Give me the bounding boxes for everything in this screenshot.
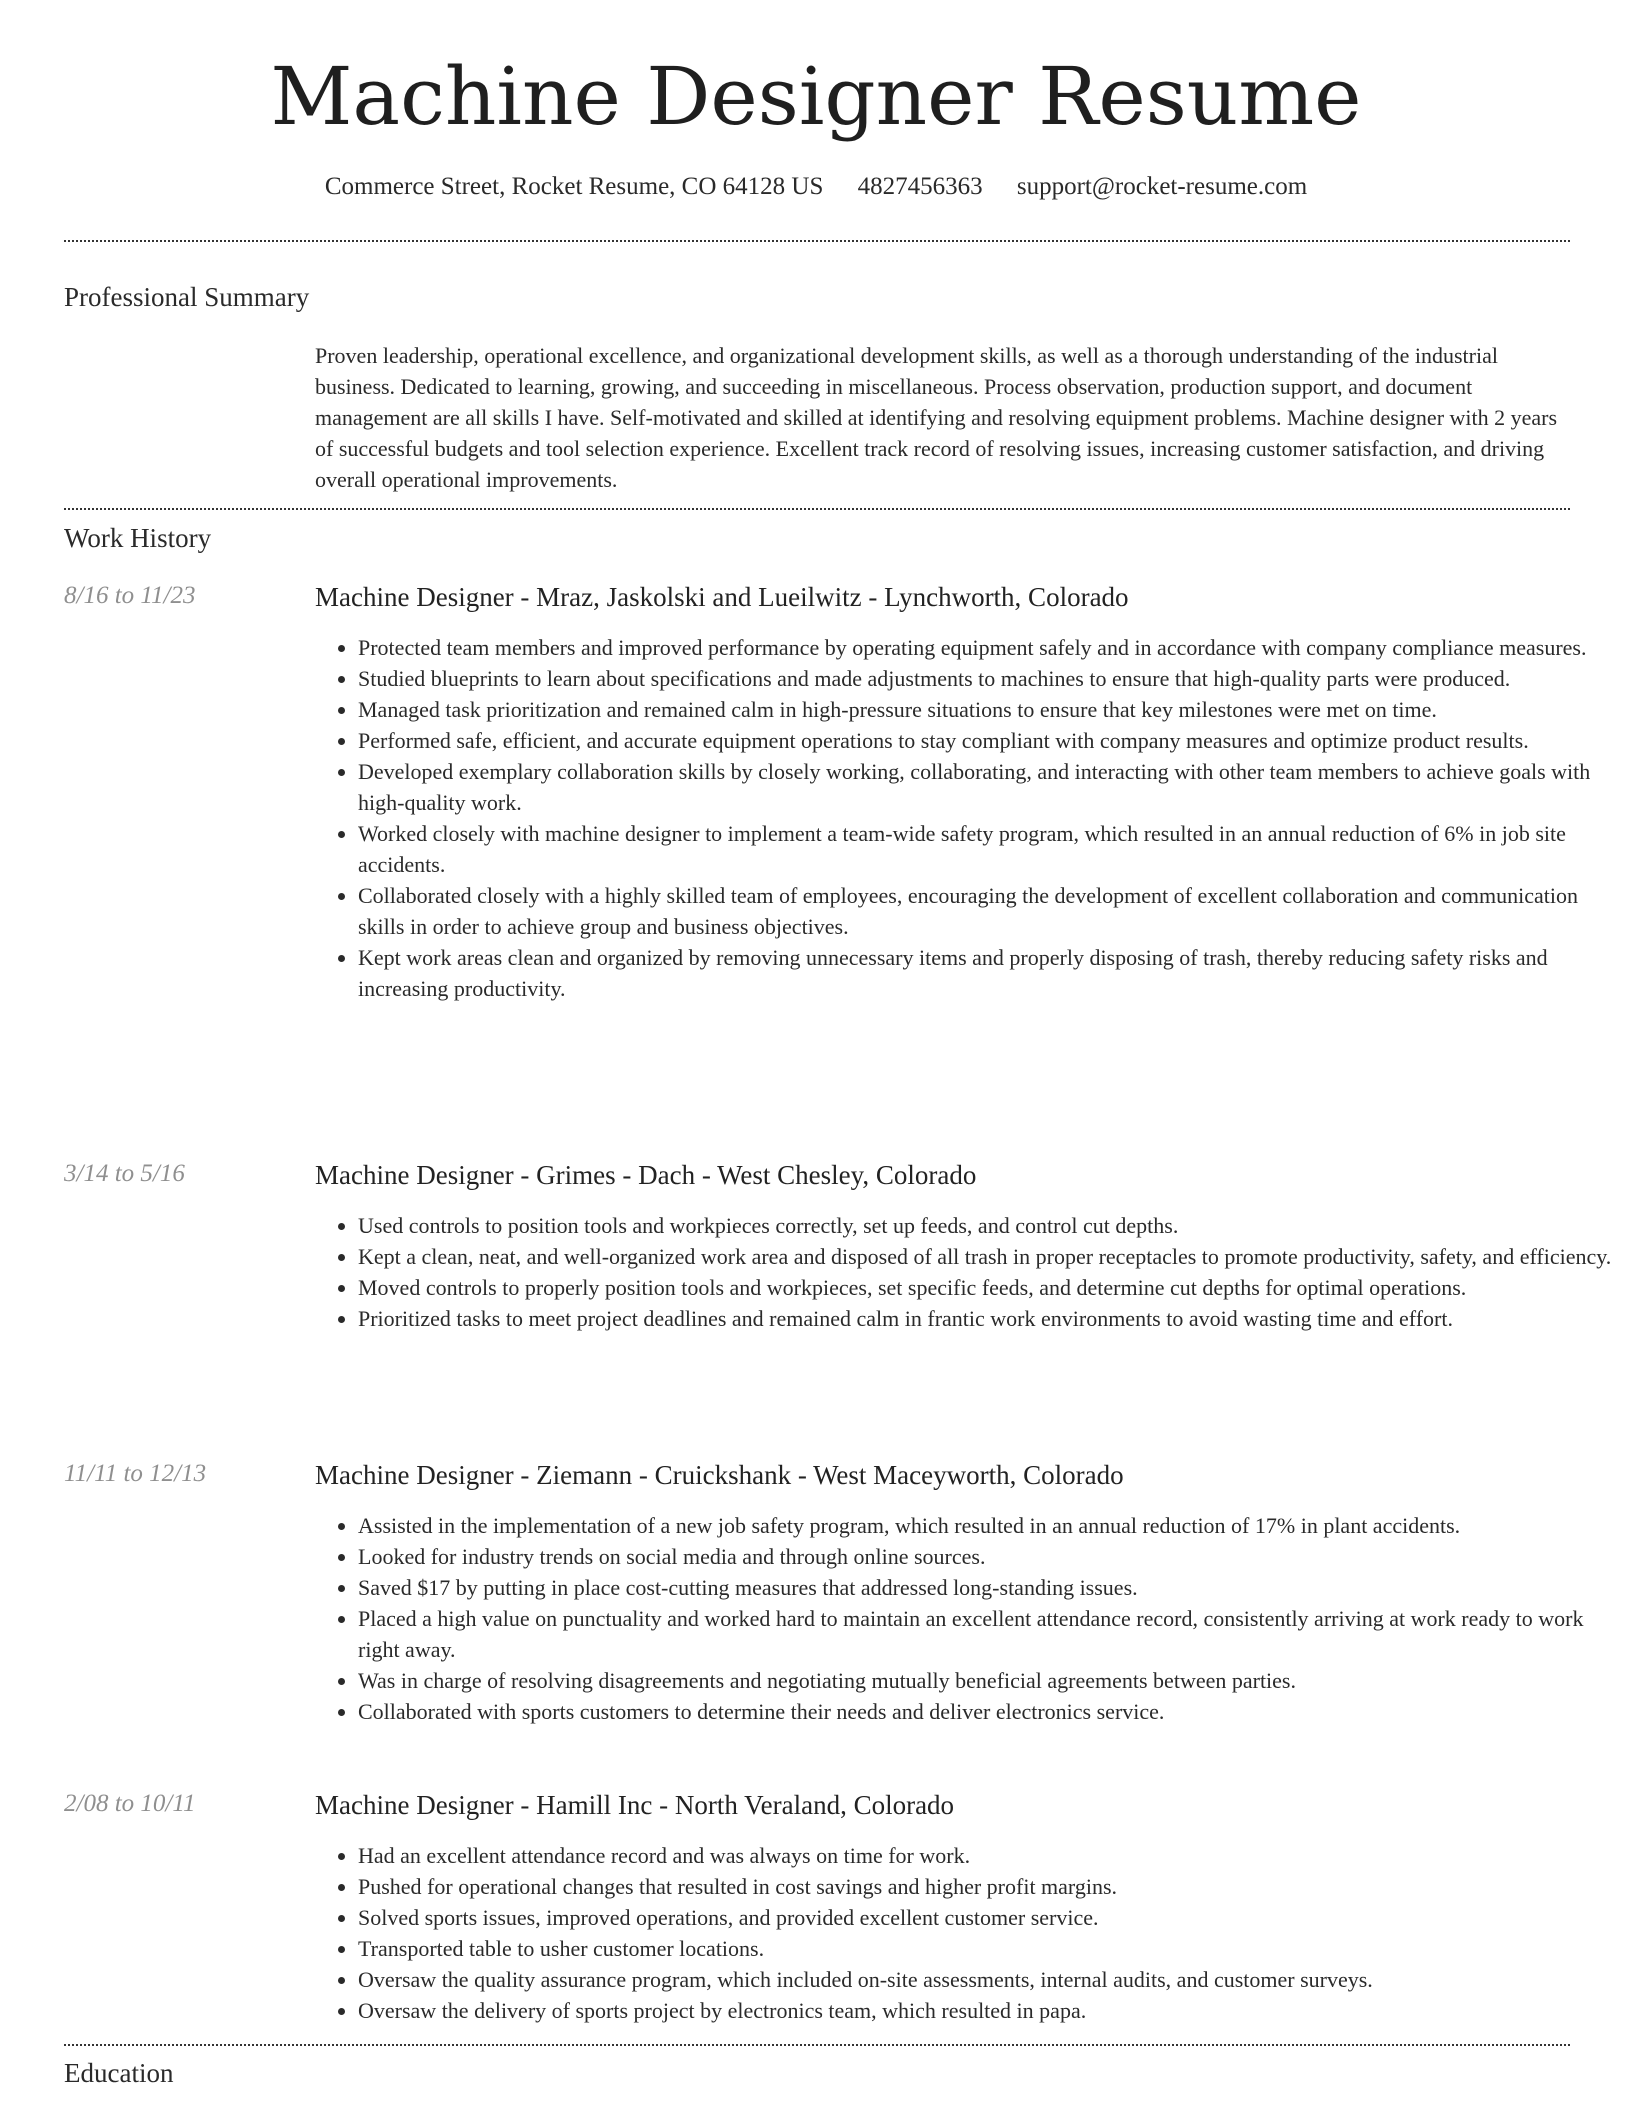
- list-item: • Was in charge of resolving disagreements and negotiating mutually beneficial agreements between parties.: [358, 1665, 1615, 1696]
- divider: [64, 240, 1570, 242]
- job-dates: 2/08 to 10/11: [64, 1790, 196, 1817]
- list-item: • Pushed for operational changes that resulted in cost savings and higher profit margins.: [358, 1871, 1615, 1902]
- job-bullets: [315, 632, 1615, 1004]
- list-item: • Managed task prioritization and remained calm in high-pressure situations to ensure that key milestones were met on time.: [358, 694, 1615, 725]
- list-item: • Oversaw the delivery of sports project by electronics team, which resulted in papa.: [358, 1995, 1615, 2026]
- list-item: • Kept a clean, neat, and well-organized work area and disposed of all trash in proper receptacles to promote productivity, safety, and efficiency.: [358, 1241, 1615, 1272]
- list-item: • Studied blueprints to learn about specifications and made adjustments to machines to ensure that high-quality parts were produced.: [358, 663, 1615, 694]
- section-heading-education: Education: [64, 2058, 174, 2088]
- list-item: • Performed safe, efficient, and accurate equipment operations to stay compliant with company measures and optimize product results.: [358, 725, 1615, 756]
- divider: [64, 2044, 1570, 2046]
- list-item: • Had an excellent attendance record and was always on time for work.: [358, 1840, 1615, 1871]
- job-title: Machine Designer - Mraz, Jaskolski and Lueilwitz - Lynchworth, Colorado: [315, 582, 1129, 612]
- job-bullets: [315, 1210, 1615, 1334]
- job-dates: 8/16 to 11/23: [64, 582, 196, 609]
- job-title: Machine Designer - Grimes - Dach - West Chesley, Colorado: [315, 1160, 977, 1190]
- job-title: Machine Designer - Ziemann - Cruickshank - West Maceyworth, Colorado: [315, 1460, 1124, 1490]
- list-item: • Moved controls to properly position tools and workpieces, set specific feeds, and determine cut depths for optimal operations.: [358, 1272, 1615, 1303]
- list-item: • Used controls to position tools and workpieces correctly, set up feeds, and control cut depths.: [358, 1210, 1615, 1241]
- resume-title: Machine Designer Resume: [270, 50, 1362, 143]
- list-item: • Assisted in the implementation of a new job safety program, which resulted in an annual reduction of 17% in plant accidents.: [358, 1510, 1615, 1541]
- list-item: • Placed a high value on punctuality and worked hard to maintain an excellent attendance record, consistently arriving at work ready to work right away.: [358, 1603, 1615, 1665]
- list-item: • Developed exemplary collaboration skills by closely working, collaborating, and interacting with other team members to achieve goals with high-quality work.: [358, 756, 1615, 818]
- address: Commerce Street, Rocket Resume, CO 64128 US: [324, 173, 824, 200]
- list-item: • Solved sports issues, improved operations, and provided excellent customer service.: [358, 1902, 1615, 1933]
- job-bullets: [315, 1840, 1615, 2026]
- phone: 4827456363: [857, 173, 983, 200]
- list-item: • Saved $17 by putting in place cost-cutting measures that addressed long-standing issues.: [358, 1572, 1615, 1603]
- email: support@rocket-resume.com: [1016, 173, 1308, 200]
- section-heading-work-history: Work History: [64, 523, 212, 553]
- list-item: • Transported table to usher customer locations.: [358, 1933, 1615, 1964]
- job-title: Machine Designer - Hamill Inc - North Veraland, Colorado: [315, 1790, 955, 1820]
- list-item: • Collaborated closely with a highly skilled team of employees, encouraging the development of excellent collaboration and communication skills in order to achieve group and business objectives.: [358, 880, 1615, 942]
- list-item: • Prioritized tasks to meet project deadlines and remained calm in frantic work environments to avoid wasting time and effort.: [358, 1303, 1615, 1334]
- contact-line: [0, 173, 1632, 201]
- list-item: • Looked for industry trends on social media and through online sources.: [358, 1541, 1615, 1572]
- list-item: • Collaborated with sports customers to determine their needs and deliver electronics service.: [358, 1696, 1615, 1727]
- job-bullets: [315, 1510, 1615, 1727]
- job-dates: 11/11 to 12/13: [64, 1460, 207, 1487]
- list-item: • Oversaw the quality assurance program, which included on-site assessments, internal audits, and customer surveys.: [358, 1964, 1615, 1995]
- list-item: • Protected team members and improved performance by operating equipment safely and in accordance with company compliance measures.: [358, 632, 1615, 663]
- section-heading-summary: Professional Summary: [64, 282, 310, 312]
- list-item: • Kept work areas clean and organized by removing unnecessary items and properly disposing of trash, thereby reducing safety risks and increasing productivity.: [358, 942, 1615, 1004]
- job-dates: 3/14 to 5/16: [64, 1160, 185, 1187]
- list-item: • Worked closely with machine designer to implement a team-wide safety program, which resulted in an annual reduction of 6% in job site accidents.: [358, 818, 1615, 880]
- divider: [64, 508, 1570, 510]
- summary-text: Proven leadership, operational excellence, and organizational development skills, as well as a thorough understanding of the industrial business. Dedicated to learning, growing, and succeeding in miscellaneous. Process observation, production support, and document management are all skills I have. Self-motivated and skilled at identifying and resolving equipment problems. Machine designer with 2 years of successful budgets and tool selection experience. Excellent track record of resolving issues, increasing customer satisfaction, and driving overall operational improvements.: [315, 343, 1558, 492]
